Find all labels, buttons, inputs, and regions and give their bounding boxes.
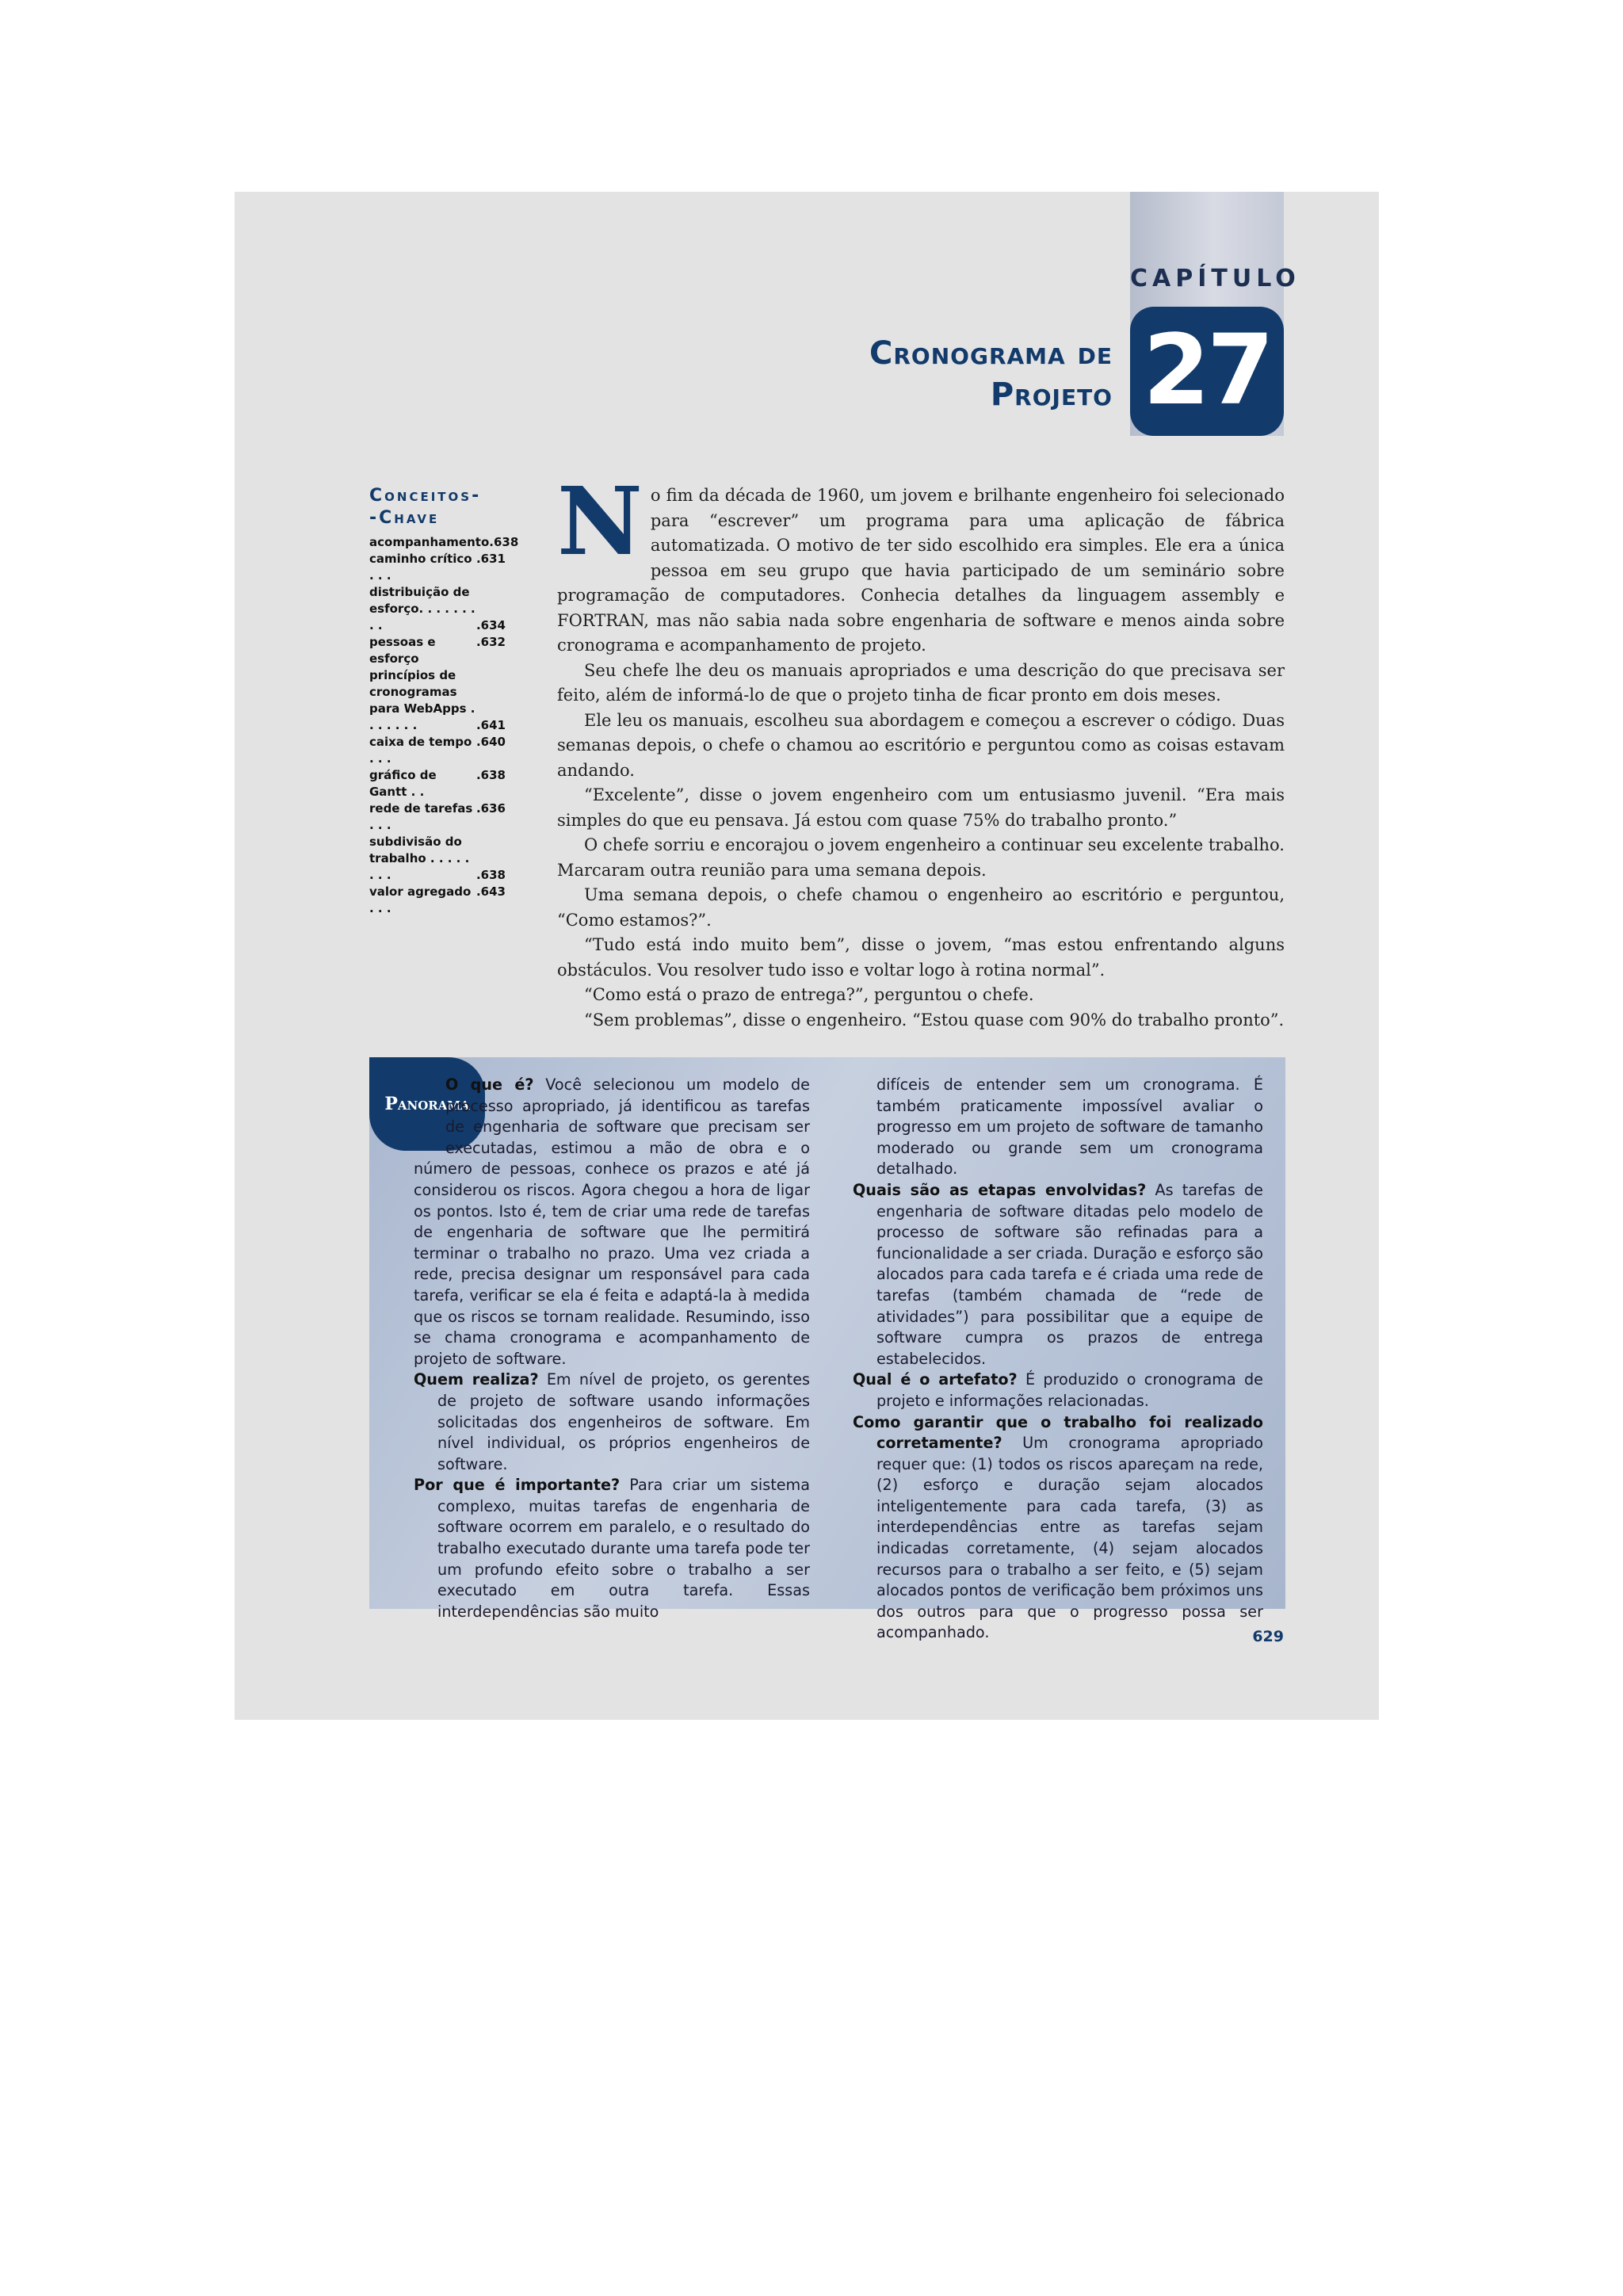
chapter-label: CAPÍTULO xyxy=(1130,265,1300,292)
key-concept-item: princípios de cronogramas para WebApps . . . . . . . .641 xyxy=(369,668,506,732)
body-paragraph: Seu chefe lhe deu os manuais apropriados e uma descrição do que precisava ser feito, além de informá-lo de que o projeto tinha de ficar pronto em dois meses. xyxy=(557,660,1285,705)
panorama-who: Quem realiza? Em nível de projeto, os gerentes de projeto de software usando informações solicitadas dos engenheiros de software. Em nível individual, os próprios engenheiros de software. xyxy=(414,1370,810,1473)
panorama-why: Por que é importante? Para criar um sistema complexo, muitas tarefas de engenharia de software ocorrem em paralelo, e o resultado do trabalho executado durante uma tarefa pode ter um profundo efeito sobre o trabalho a ser executado em outra tarefa. Essas interdependências são muito xyxy=(414,1476,810,1621)
key-concept-item: distribuição de esforço. . . . . . . . . .634 xyxy=(369,585,506,632)
body-paragraph: “Tudo está indo muito bem”, disse o jovem, “mas estou enfrentando alguns obstáculos. Vou resolver tudo isso e voltar logo à rotina normal”. xyxy=(557,935,1285,980)
panorama-verify: Como garantir que o trabalho foi realizado corretamente? Um cronograma apropriado requer que: (1) todos os riscos apareçam na rede, (2) esforço e duração sejam alocados inteligentemente para cada tarefa, (3) as interdependências entre as tarefas sejam indicadas corretamente, (4) sejam alocados recursos para o trabalho a ser feito, e (5) sejam alocados pontos de verificação bem próximos uns dos outros para que o progresso possa ser acompanhado. xyxy=(853,1412,1263,1642)
chapter-title xyxy=(869,333,1113,415)
page-number: 629 xyxy=(1252,1628,1284,1645)
key-concept-item: pessoas e esforço .632 xyxy=(369,635,506,666)
key-concept-item: subdivisão do trabalho . . . . . . . . .638 xyxy=(369,835,506,882)
drop-cap: N xyxy=(557,466,643,576)
panorama-badge: Panorama xyxy=(369,1057,485,1151)
panorama-artifact: Qual é o artefato? É produzido o cronograma de projeto e informações relacionadas. xyxy=(853,1370,1263,1410)
key-concept-item: rede de tarefas . . . .636 xyxy=(369,801,506,832)
body-paragraph: No fim da década de 1960, um jovem e brilhante engenheiro foi selecionado para “escrever” um programa para uma aplicação de fábrica automatizada. O motivo de ter sido escolhido era simples. Ele era a única pessoa em seu grupo que havia participado de um seminário sobre programação de computadores. Conhecia detalhes da linguagem assembly e FORTRAN, mas não sabia nada sobre engenharia de software e menos ainda sobre cronograma e acompanhamento de projeto. xyxy=(557,466,1285,655)
book-page xyxy=(235,192,1379,1720)
body-paragraph: “Sem problemas”, disse o engenheiro. “Estou quase com 90% do trabalho pronto”. xyxy=(584,1010,1285,1030)
chapter-number: 27 xyxy=(1130,307,1284,436)
body-paragraph: O chefe sorriu e encorajou o jovem engenheiro a continuar seu excelente trabalho. Marcaram outra reunião para uma semana depois. xyxy=(557,835,1285,880)
key-concept-item: caixa de tempo . . . .640 xyxy=(369,735,506,766)
key-concept-item: acompanhamento .638 xyxy=(369,535,519,549)
key-concepts-sidebar xyxy=(369,485,519,917)
body-paragraph: “Como está o prazo de entrega?”, perguntou o chefe. xyxy=(584,985,1034,1004)
panorama-what-is: O que é? Você selecionou um modelo de processo apropriado, já identificou as tarefas de engenharia de software que precisam ser executadas, estimou a mão de obra e o número de pessoas, conhece os prazos e até já considerou os riscos. Agora chegou a hora de ligar os pontos. Isto é, tem de criar uma rede de tarefas de engenharia de software que lhe permitirá terminar o trabalho no prazo. Uma vez criada a rede, precisa designar um responsável para cada tarefa, verificar se ela é feita e adaptá-la à medida que os riscos se tornam realidade. Resumindo, isso se chama cronograma e acompanhamento de projeto de software. xyxy=(414,1075,810,1368)
body-paragraph: Uma semana depois, o chefe chamou o engenheiro ao escritório e perguntou, “Como estamos?”. xyxy=(557,885,1285,930)
key-concept-item: gráfico de Gantt . . .638 xyxy=(369,768,506,799)
key-concept-item: caminho crítico . . . .631 xyxy=(369,552,506,583)
panorama-right-column xyxy=(853,1075,1263,1644)
body-paragraph: Ele leu os manuais, escolheu sua abordagem e começou a escrever o código. Duas semanas depois, o chefe o chamou ao escritório e perguntou como as coisas estavam andando. xyxy=(557,710,1285,780)
body-paragraph: “Excelente”, disse o jovem engenheiro com um entusiasmo juvenil. “Era mais simples do que eu pensava. Já estou com quase 75% do trabalho pronto.” xyxy=(557,785,1285,830)
chapter-title-line1: Cronograma de xyxy=(869,335,1113,372)
chapter-title-line2: Projeto xyxy=(990,376,1113,413)
key-concepts-title: Conceitos- -Chave xyxy=(369,486,482,528)
panorama-steps: Quais são as etapas envolvidas? As tarefas de engenharia de software ditadas pelo modelo de processo de software são refinadas para a funcionalidade a ser criada. Duração e esforço são alocados para cada tarefa e é criada uma rede de tarefas (também chamada de “rede de atividades”) para possibilitar que a equipe de software cumpra os prazos de entrega estabelecidos. xyxy=(853,1180,1263,1368)
panorama-left-column xyxy=(414,1075,810,1622)
key-concept-item: valor agregado . . . .643 xyxy=(369,884,506,915)
chapter-body-text xyxy=(557,466,1285,1033)
panorama-why-continued: difíceis de entender sem um cronograma. É também praticamente impossível avaliar o progresso em um projeto de software de tamanho moderado ou grande sem um cronograma detalhado. xyxy=(876,1075,1263,1179)
